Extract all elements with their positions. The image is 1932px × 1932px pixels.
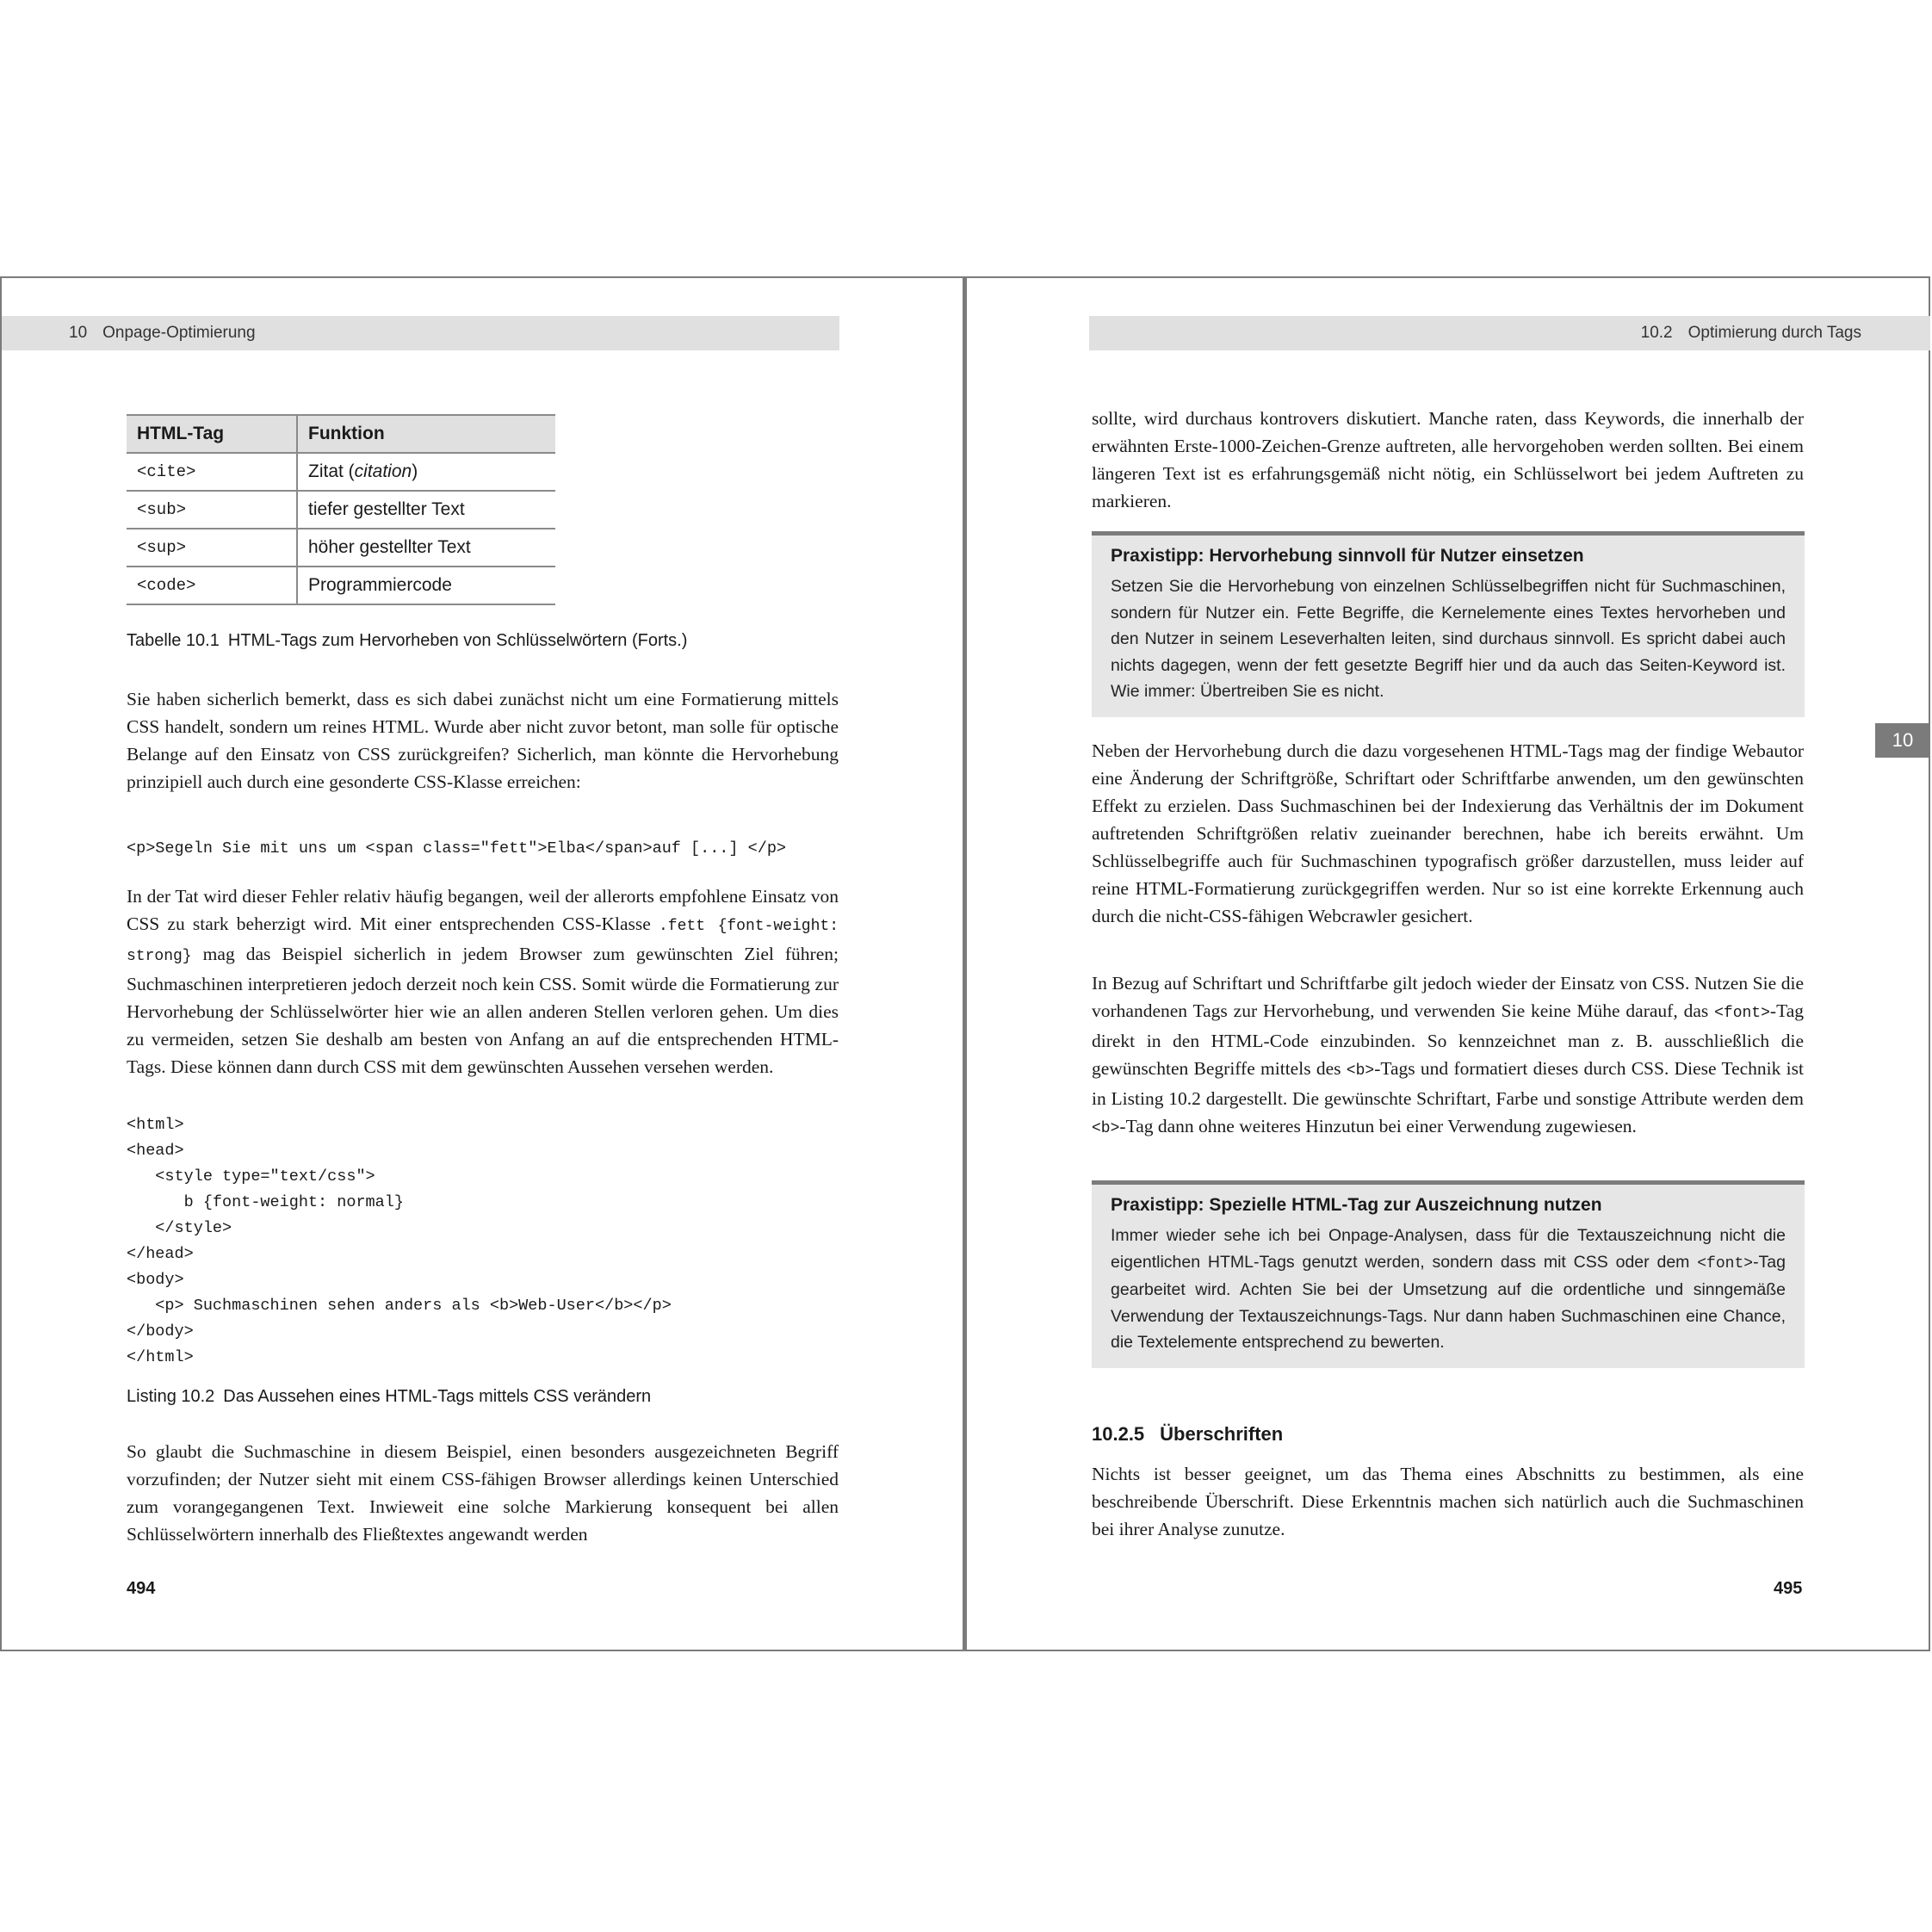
table-header: HTML-Tag — [127, 415, 297, 453]
inline-code: <font> — [1697, 1254, 1754, 1273]
code-listing: <html> <head> <style type="text/css"> b {font-weight: normal} </style> </head> <body> <p> Suchmaschinen sehen anders als <b>Web-User</b></p> </body> </html> — [127, 1116, 672, 1366]
section-title: Optimierung durch Tags — [1687, 324, 1861, 342]
left-paragraph-3: So glaubt die Suchmaschine in diesem Beispiel, einen besonders ausgezeichneten Begriff vorzufinden; der Nutzer sieht mit einem CSS-fähigen Browser allerdings keinen Unterschied zum vorangegangenen Text. Inwieweit eine solche Markierung konsequent bei allen Schlüsselwörtern innerhalb des Fließtextes angewandt werden — [127, 1441, 839, 1545]
caption-text: HTML-Tags zum Hervorheben von Schlüsselwörtern (Forts.) — [227, 631, 688, 650]
table-cell-tag: <sub> — [127, 491, 297, 529]
html-tags-table — [127, 414, 555, 605]
gutter — [963, 276, 967, 1651]
tip-title: Praxistipp: Hervorhebung sinnvoll für Nutzer einsetzen — [1111, 546, 1584, 566]
right-paragraph-4: Nichts ist besser geeignet, um das Thema eines Abschnitts zu bestimmen, als eine beschreibende Überschrift. Diese Erkenntnis machen sich natürlich auch die Suchmaschinen bei ihrer Analyse zunutze. — [1092, 1464, 1804, 1539]
right-paragraph-1: sollte, wird durchaus kontrovers diskutiert. Manche raten, dass Keywords, die innerhalb der erwähnten Erste-1000-Zeichen-Grenze auftreten, alle hervorgehoben werden sollten. Bei einem längeren Text ist es erfahrungsgemäß nicht nötig, ein Schlüsselwort bei jedem Auftreten zu markieren. — [1092, 408, 1804, 511]
chapter-title: Onpage-Optimierung — [102, 324, 256, 342]
tip-box-1 — [1092, 531, 1805, 717]
table-cell-function: Zitat (citation) — [297, 453, 555, 491]
table-row — [127, 567, 555, 604]
table-header-row — [127, 415, 555, 453]
tip-text: Setzen Sie die Hervorhebung von einzelnen Schlüsselbegriffen nicht für Suchmaschinen, sondern für Nutzer ein. Fette Begriffe, die Kernelemente eines Textes hervorheben und den Nutzer in seinem Leseverhalten leiten, sind durchaus sinnvoll. Es spricht dabei auch nichts dagegen, wenn der fett gesetzte Begriff hier und da auch das Seiten-Keyword ist. Wie immer: Übertreiben Sie es nicht. — [1111, 577, 1786, 701]
table-row — [127, 453, 555, 491]
page-number-right: 495 — [1774, 1579, 1803, 1598]
inline-code: .fett {font-weight: strong} — [127, 918, 839, 965]
table-cell-tag: <cite> — [127, 453, 297, 491]
caption-text: Das Aussehen eines HTML-Tags mittels CSS verändern — [223, 1387, 652, 1406]
table-cell-tag: <code> — [127, 567, 297, 604]
section-number: 10.2 — [1640, 324, 1673, 342]
chapter-number: 10 — [69, 324, 88, 342]
page-number-left: 494 — [127, 1579, 156, 1598]
inline-code: <font> — [1714, 1005, 1770, 1022]
table-cell-function: Programmiercode — [297, 567, 555, 604]
inline-code: <b> — [1092, 1120, 1120, 1137]
left-paragraph-2: In der Tat wird dieser Fehler relativ häufig begangen, weil der allerorts empfohlene Einsatz von CSS zu stark beherzigt wird. Mit einer entsprechenden CSS-Klasse .fett {font-weight: strong} mag das Beispiel sicherlich in jedem Browser zum gewünschten Ziel führen; Suchmaschinen interpretieren jedoch derzeit noch kein CSS. Somit würde die Formatierung zur Hervorhebung der Schlüsselwörter hier wie an allen anderen Stellen verloren gehen. Um dies zu vermeiden, setzen Sie deshalb am besten von Anfang an auf die entsprechenden HTML-Tags. Diese können dann durch CSS mit dem gewünschten Aussehen versehen werden. — [127, 886, 839, 1077]
table-row — [127, 529, 555, 567]
inline-code: <b> — [1346, 1062, 1375, 1080]
tip-title: Praxistipp: Spezielle HTML-Tag zur Auszeichnung nutzen — [1111, 1195, 1602, 1215]
table-cell-function: höher gestellter Text — [297, 529, 555, 567]
left-paragraph-1: Sie haben sicherlich bemerkt, dass es sich dabei zunächst nicht um eine Formatierung mittels CSS handelt, sondern um reines HTML. Wurde aber nicht zuvor betont, man solle für optische Belange auf den Einsatz von CSS zurückgreifen? Sicherlich, man könnte die Hervorhebung prinzipiell auch durch eine gesonderte CSS-Klasse erreichen: — [127, 689, 839, 792]
table-cell-function: tiefer gestellter Text — [297, 491, 555, 529]
tip-text: Immer wieder sehe ich bei Onpage-Analysen, dass für die Textauszeichnung nicht die eigentlichen HTML-Tags genutzt werden, sondern dass mit CSS oder dem <font>-Tag gearbeitet wird. Achten Sie bei der Umsetzung auf die ordentliche und sinngemäße Verwendung der Textauszeichnungs-Tags. Nur dann haben Suchmaschinen eine Chance, die Textelemente entsprechend zu bewerten. — [1111, 1226, 1786, 1352]
section-heading-number: 10.2.5 — [1092, 1423, 1145, 1445]
listing-caption — [127, 1387, 839, 1407]
caption-label: Tabelle 10.1 — [127, 631, 220, 650]
caption-label: Listing 10.2 — [127, 1387, 215, 1406]
right-paragraph-3: In Bezug auf Schriftart und Schriftfarbe gilt jedoch wieder der Einsatz von CSS. Nutzen Sie die vorhandenen Tags zur Hervorhebung, und verwenden Sie keine Mühe darauf, das <font>-Tag direkt in den HTML-Code einzubinden. So kennzeichnet man z. B. ausschließlich die gewünschten Begriffe mittels des <b>-Tags und formatiert dieses durch CSS. Diese Technik ist in Listing 10.2 dargestellt. Die gewünschte Schriftart, Farbe und sonstige Attribute werden dem <b>-Tag dann ohne weiteres Hinzutun bei einer Verwendung zugewiesen. — [1092, 973, 1804, 1137]
running-head-right — [1089, 316, 1930, 350]
code-example-inline: <p>Segeln Sie mit uns um <span class="fett">Elba</span>auf [...] </p> — [127, 839, 787, 858]
chapter-thumb-tab: 10 — [1875, 723, 1930, 758]
section-heading-title: Überschriften — [1160, 1423, 1284, 1445]
running-head-left — [2, 316, 839, 350]
table-row — [127, 491, 555, 529]
right-paragraph-2: Neben der Hervorhebung durch die dazu vorgesehenen HTML-Tags mag der findige Webautor eine Änderung der Schriftgröße, Schriftart oder Schriftfarbe anwenden, um den gewünschten Effekt zu erzielen. Dass Suchmaschinen bei der Indexierung das Verhältnis der im Dokument auftretenden Schriftgrößen relativ zueinander berechnen, habe ich bereits erwähnt. Um Schlüsselbegriffe auch für Suchmaschinen typografisch größer darzustellen, muss leider auf reine HTML-Formatierung zurückgegriffen werden. Nur so ist eine korrekte Erkennung auch durch die nicht-CSS-fähigen Webcrawler gesichert. — [1092, 740, 1804, 926]
section-heading — [1092, 1423, 1283, 1446]
table-caption — [127, 631, 839, 651]
table-cell-tag: <sup> — [127, 529, 297, 567]
tip-box-2 — [1092, 1180, 1805, 1368]
table-header: Funktion — [297, 415, 555, 453]
